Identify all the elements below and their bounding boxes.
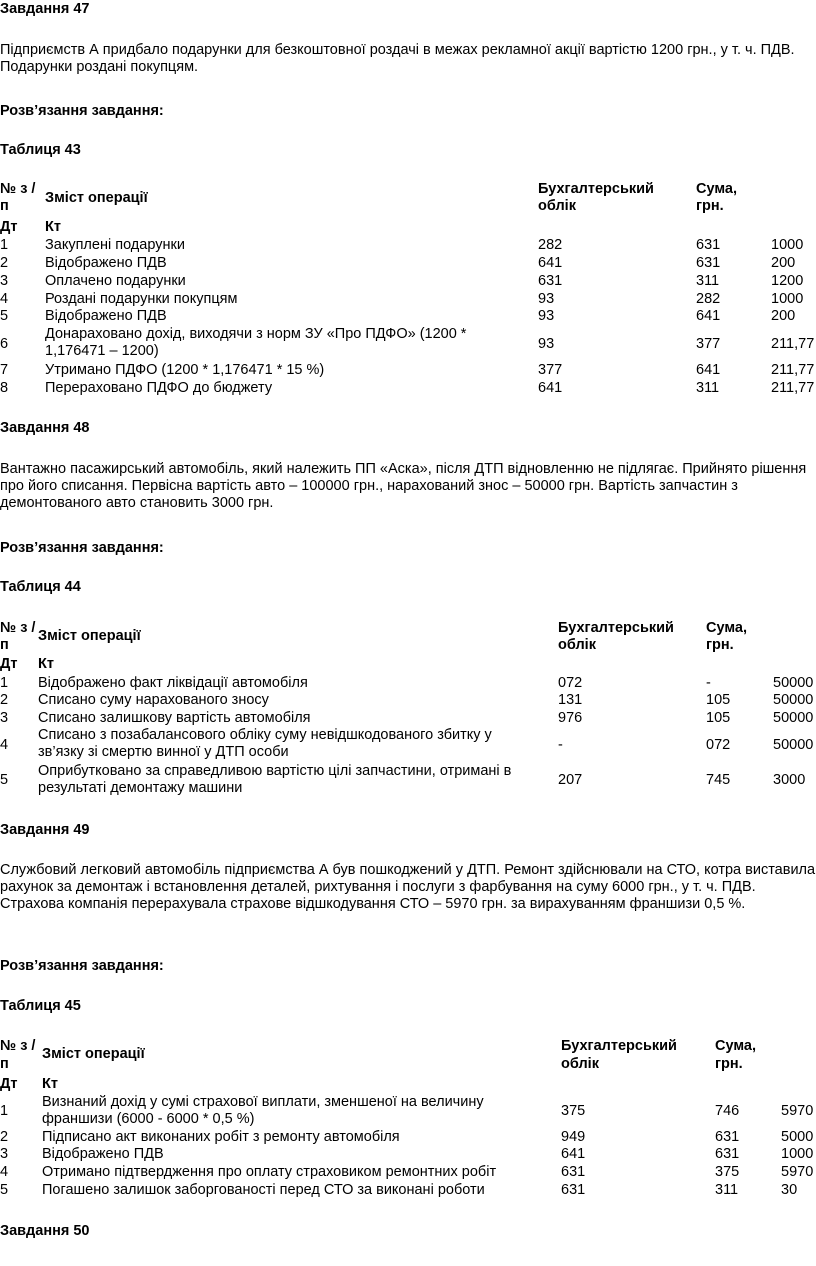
- header-sum-b: грн.: [696, 198, 724, 214]
- amount: 211,77: [771, 362, 815, 378]
- amount: 211,77: [771, 336, 815, 352]
- operation: Відображено факт ліквідації автомобіля: [38, 675, 308, 691]
- row-number: 8: [0, 380, 9, 396]
- amount: 1000: [771, 291, 804, 307]
- header-kt: Кт: [42, 1076, 58, 1092]
- row-number: 2: [0, 1129, 9, 1145]
- row-number: 3: [0, 273, 9, 289]
- row-number: 1: [0, 237, 9, 253]
- amount: 5000: [781, 1129, 814, 1145]
- operation: Підписано акт виконаних робіт з ремонту автомобіля: [42, 1129, 400, 1145]
- task49-title: Завдання 49: [0, 822, 90, 838]
- header-dt: Дт: [0, 219, 18, 235]
- header-sum-a: Сума,: [715, 1038, 756, 1054]
- debit: -: [558, 737, 563, 753]
- debit: 207: [558, 772, 583, 788]
- debit: 93: [538, 308, 555, 324]
- debit: 641: [538, 380, 563, 396]
- header-kt: Кт: [45, 219, 61, 235]
- task47-text: Підприємств А придбало подарунки для безкоштовної роздачі в межах рекламної акції вартістю 1200 грн., у т. ч. ПДВ. Подарунки роздані покупцям.: [0, 42, 795, 75]
- row-number: 3: [0, 710, 9, 726]
- debit: 282: [538, 237, 563, 253]
- debit: 976: [558, 710, 583, 726]
- operation: Погашено залишок заборгованості перед СТО за виконані роботи: [42, 1182, 485, 1198]
- header-content: Зміст операції: [45, 190, 148, 206]
- header-num-b: п: [0, 637, 9, 653]
- credit: 631: [715, 1146, 740, 1162]
- row-number: 5: [0, 772, 9, 788]
- task49-text: Службовий легковий автомобіль підприємства А був пошкоджений у ДТП. Ремонт здійснювали на СТО, котра виставила рахунок за демонтаж і встановлення деталей, рихтування і послуги з фарбування на суму 6000 грн., у т. ч. ПДВ. Страхова компанія перерахувала страхове відшкодування СТО – 5970 грн. за вирахуванням франшизи 0,5 %.: [0, 862, 816, 912]
- operation: Відображено ПДВ: [45, 308, 167, 324]
- header-content: Зміст операції: [42, 1046, 145, 1062]
- header-dt: Дт: [0, 1076, 18, 1092]
- debit: 641: [538, 255, 563, 271]
- credit: 311: [696, 380, 720, 396]
- operation: Утримано ПДФО (1200 * 1,176471 * 15 %): [45, 362, 325, 378]
- header-sum-a: Сума,: [706, 620, 747, 636]
- task47-table-title: Таблиця 43: [0, 142, 81, 158]
- header-content: Зміст операції: [38, 628, 141, 644]
- header-kt: Кт: [38, 656, 54, 672]
- debit: 93: [538, 291, 555, 307]
- row-number: 4: [0, 1164, 9, 1180]
- credit: 631: [696, 255, 721, 271]
- task49-solution-heading: Розв’язання завдання:: [0, 958, 164, 974]
- amount: 50000: [773, 692, 814, 708]
- task47-title: Завдання 47: [0, 1, 90, 17]
- operation: Списано залишкову вартість автомобіля: [38, 710, 311, 726]
- operation: Визнаний дохід у сумі страхової виплати, зменшеної на величину франшизи (6000 - 6000 * 0,5 %): [42, 1094, 484, 1127]
- amount: 5970: [781, 1164, 814, 1180]
- credit: 377: [696, 336, 721, 352]
- debit: 949: [561, 1129, 586, 1145]
- operation: Списано з позабалансового обліку суму невідшкодованого збитку у зв’язку зі смертю винної у ДТП особи: [38, 727, 492, 760]
- task48-text: Вантажно пасажирський автомобіль, який належить ПП «Аска», після ДТП відновленню не підлягає. Прийнято рішення про його списання. Первісна вартість авто – 100000 грн., нарахований знос – 50000 грн. Вартість запчастин з демонтованого авто становить 3000 грн.: [0, 461, 807, 511]
- debit: 131: [558, 692, 583, 708]
- debit: 93: [538, 336, 555, 352]
- header-num-b: п: [0, 198, 9, 214]
- row-number: 7: [0, 362, 9, 378]
- debit: 641: [561, 1146, 586, 1162]
- credit: 375: [715, 1164, 740, 1180]
- row-number: 1: [0, 675, 9, 691]
- header-num-a: № з /: [0, 181, 36, 197]
- task50-title: Завдання 50: [0, 1223, 90, 1239]
- amount: 50000: [773, 737, 814, 753]
- row-number: 3: [0, 1146, 9, 1162]
- credit: 631: [715, 1129, 740, 1145]
- operation: Оприбутковано за справедливою вартістю цілі запчастини, отримані в результаті демонтажу машини: [38, 763, 512, 796]
- operation: Оплачено подарунки: [45, 273, 186, 289]
- amount: 211,77: [771, 380, 815, 396]
- task48-solution-heading: Розв’язання завдання:: [0, 540, 164, 556]
- amount: 200: [771, 255, 796, 271]
- header-accounting-a: Бухгалтерський: [558, 620, 674, 636]
- header-accounting-a: Бухгалтерський: [561, 1038, 677, 1054]
- credit: 282: [696, 291, 721, 307]
- header-sum-a: Сума,: [696, 181, 737, 197]
- row-number: 4: [0, 737, 9, 753]
- row-number: 1: [0, 1103, 9, 1119]
- credit: 641: [696, 308, 721, 324]
- amount: 1000: [771, 237, 804, 253]
- row-number: 4: [0, 291, 9, 307]
- credit: -: [706, 675, 711, 691]
- row-number: 5: [0, 1182, 9, 1198]
- operation: Перераховано ПДФО до бюджету: [45, 380, 273, 396]
- credit: 631: [696, 237, 721, 253]
- credit: 311: [696, 273, 720, 289]
- header-num-b: п: [0, 1056, 9, 1072]
- row-number: 5: [0, 308, 9, 324]
- header-accounting-a: Бухгалтерський: [538, 181, 654, 197]
- row-number: 6: [0, 336, 9, 352]
- credit: 745: [706, 772, 731, 788]
- operation: Закуплені подарунки: [45, 237, 185, 253]
- debit: 377: [538, 362, 563, 378]
- task48-table-title: Таблиця 44: [0, 579, 81, 595]
- header-dt: Дт: [0, 656, 18, 672]
- operation: Списано суму нарахованого зносу: [38, 692, 269, 708]
- task48-title: Завдання 48: [0, 420, 90, 436]
- amount: 30: [781, 1182, 798, 1198]
- task47-solution-heading: Розв’язання завдання:: [0, 103, 164, 119]
- operation: Донараховано дохід, виходячи з норм ЗУ «Про ПДФО» (1200 * 1,176471 – 1200): [45, 326, 467, 359]
- debit: 631: [538, 273, 563, 289]
- credit: 746: [715, 1103, 740, 1119]
- task49-table-title: Таблиця 45: [0, 998, 81, 1014]
- row-number: 2: [0, 255, 9, 271]
- header-sum-b: грн.: [706, 637, 734, 653]
- row-number: 2: [0, 692, 9, 708]
- amount: 50000: [773, 675, 814, 691]
- amount: 200: [771, 308, 796, 324]
- operation: Роздані подарунки покупцям: [45, 291, 238, 307]
- header-accounting-b: облік: [561, 1056, 599, 1072]
- debit: 631: [561, 1182, 586, 1198]
- amount: 1200: [771, 273, 804, 289]
- credit: 105: [706, 710, 731, 726]
- header-num-a: № з /: [0, 620, 36, 636]
- operation: Відображено ПДВ: [42, 1146, 164, 1162]
- debit: 072: [558, 675, 583, 691]
- header-sum-b: грн.: [715, 1056, 743, 1072]
- header-accounting-b: облік: [538, 198, 576, 214]
- operation: Отримано підтвердження про оплату страховиком ремонтних робіт: [42, 1164, 497, 1180]
- credit: 641: [696, 362, 721, 378]
- header-accounting-b: облік: [558, 637, 596, 653]
- operation: Відображено ПДВ: [45, 255, 167, 271]
- credit: 105: [706, 692, 731, 708]
- debit: 375: [561, 1103, 586, 1119]
- amount: 3000: [773, 772, 806, 788]
- header-num-a: № з /: [0, 1038, 36, 1054]
- amount: 1000: [781, 1146, 814, 1162]
- credit: 311: [715, 1182, 739, 1198]
- amount: 50000: [773, 710, 814, 726]
- debit: 631: [561, 1164, 586, 1180]
- credit: 072: [706, 737, 731, 753]
- amount: 5970: [781, 1103, 814, 1119]
